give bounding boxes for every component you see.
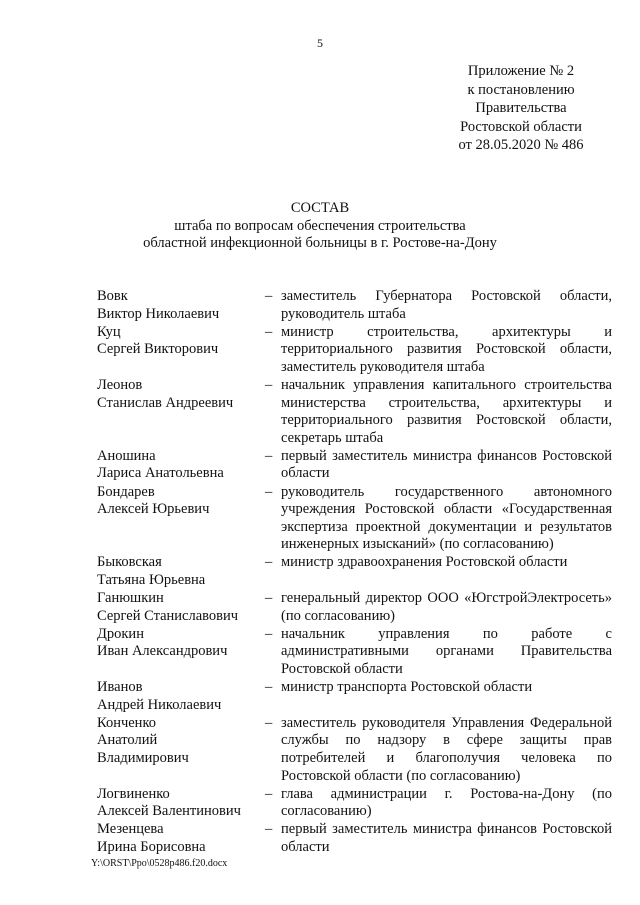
member-name-line: Ганюшкин <box>97 590 164 607</box>
member-position: глава администрации г. Ростова-на-Дону (по согласованию) <box>281 785 612 820</box>
member-dash: – <box>265 323 273 340</box>
member-dash: – <box>265 785 273 802</box>
member-name-line: Дрокин <box>97 625 144 642</box>
member-name <box>97 324 265 359</box>
member-dash: – <box>265 679 273 696</box>
member-name <box>97 554 265 589</box>
member-name <box>97 626 265 661</box>
page-number: 5 <box>317 36 323 50</box>
member-name-line: Владимирович <box>97 749 189 766</box>
member-name-line: Леонов <box>97 376 143 393</box>
appendix-line: Правительства <box>475 100 567 116</box>
member-dash: – <box>265 625 273 642</box>
member-name <box>97 679 265 714</box>
member-name-line: Ирина Борисовна <box>97 838 206 855</box>
member-row <box>97 715 612 785</box>
footer-file-path: Y:\ORST\Ppo\0528p486.f20.docx <box>91 858 228 869</box>
member-position: министр здравоохранения Ростовской области <box>281 554 568 571</box>
member-name-line: Татьяна Юрьевна <box>97 572 206 588</box>
member-dash: – <box>265 288 273 304</box>
member-name-line: Алексей Валентинович <box>97 803 241 820</box>
member-row <box>97 786 612 821</box>
member-name-line: Быковская <box>97 554 162 571</box>
member-row <box>97 554 612 589</box>
member-name-line: Вовк <box>97 288 128 304</box>
member-name-line: Иван Александрович <box>97 643 228 660</box>
appendix-line: к постановлению <box>467 81 575 98</box>
member-name-line: Андрей Николаевич <box>97 696 222 713</box>
member-name-line: Станислав Андреевич <box>97 394 234 411</box>
member-dash: – <box>265 483 273 500</box>
document-subtitle: областной инфекционной больницы в г. Ростове-на-Дону <box>143 235 497 251</box>
member-name-line: Куц <box>97 323 121 340</box>
member-name-line: Сергей Викторович <box>97 341 219 358</box>
member-name-line: Логвиненко <box>97 785 170 802</box>
member-name-line: Лариса Анатольевна <box>97 465 224 482</box>
member-dash: – <box>265 714 273 731</box>
member-name-line: Аношина <box>97 447 156 464</box>
member-position: министр строительства, архитектуры и территориального развития Ростовской области, заместитель руководителя штаба <box>281 323 612 375</box>
member-name-line: Мезенцева <box>97 821 164 838</box>
member-dash: – <box>265 821 273 838</box>
member-row <box>97 324 612 377</box>
member-name-line: Бондарев <box>97 483 155 500</box>
member-position: первый заместитель министра финансов Ростовской области <box>281 821 612 855</box>
member-dash: – <box>265 590 273 607</box>
members-list <box>97 288 612 857</box>
member-name-line: Конченко <box>97 714 157 731</box>
member-position: начальник управления капитального строительства министерства строительства, архитектуры и территориального развития Ростовской области, секретарь штаба <box>281 376 612 446</box>
member-name-line: Анатолий <box>97 732 158 749</box>
member-row <box>97 288 612 323</box>
member-name <box>97 821 265 856</box>
member-position: начальник управления по работе с административными органами Правительства Ростовской области <box>281 625 612 677</box>
member-row <box>97 821 612 856</box>
member-position: генеральный директор ООО «ЮгстройЭлектросеть» (по согласованию) <box>281 590 612 624</box>
document-title: СОСТАВ <box>290 200 350 216</box>
member-name-line: Сергей Станиславович <box>97 607 239 624</box>
member-row <box>97 679 612 714</box>
document-subtitle: штаба по вопросам обеспечения строительства <box>174 217 466 234</box>
member-position: министр транспорта Ростовской области <box>281 679 533 696</box>
member-row <box>97 448 612 483</box>
member-name-line: Виктор Николаевич <box>97 305 220 322</box>
member-name-line: Алексей Юрьевич <box>97 501 210 518</box>
member-name <box>97 786 265 821</box>
member-row <box>97 590 612 625</box>
appendix-line: от 28.05.2020 № 486 <box>458 137 584 153</box>
document-heading <box>0 200 640 253</box>
member-name <box>97 288 265 323</box>
member-name-line: Иванов <box>97 679 143 696</box>
member-position: руководитель государственного автономного учреждения Ростовской области «Государственная экспертиза проектной документации и результатов инженерных изысканий» (по согласованию) <box>281 483 612 553</box>
member-dash: – <box>265 554 273 571</box>
member-name <box>97 715 265 768</box>
member-name <box>97 448 265 483</box>
member-row <box>97 377 612 447</box>
member-position: первый заместитель министра финансов Ростовской области <box>281 447 612 482</box>
appendix-line: Ростовской области <box>460 118 582 135</box>
member-dash: – <box>265 376 273 393</box>
member-name <box>97 590 265 625</box>
member-name <box>97 377 265 412</box>
member-name <box>97 484 265 519</box>
member-position: заместитель руководителя Управления Федеральной службы по надзору в сфере защиты прав потребителей и благополучия человека по Ростовской области (по согласованию) <box>281 714 612 784</box>
member-row <box>97 484 612 554</box>
member-position: заместитель Губернатора Ростовской области, руководитель штаба <box>281 288 612 322</box>
appendix-block <box>448 62 594 155</box>
member-dash: – <box>265 447 273 464</box>
member-row <box>97 626 612 679</box>
appendix-line: Приложение № 2 <box>467 63 575 79</box>
